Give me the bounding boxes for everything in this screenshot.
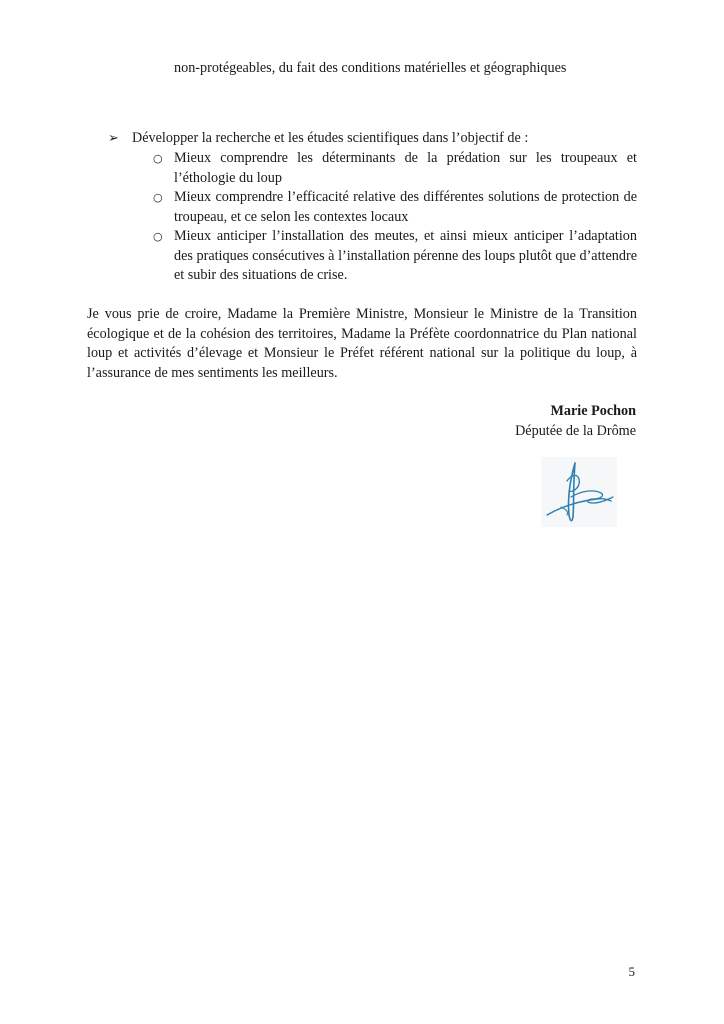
continuation-line: non-protégeables, du fait des conditions matérielles et géographiques bbox=[174, 60, 567, 76]
circle-bullet-icon: ○ bbox=[153, 230, 163, 243]
arrow-bullet-icon: ➢ bbox=[108, 131, 119, 146]
list-item-text: Mieux comprendre les déterminants de la prédation sur les troupeaux et l’éthologie du loup bbox=[174, 150, 637, 186]
research-sub-list bbox=[150, 149, 637, 286]
list-item-text: Mieux anticiper l’installation des meutes, et ainsi mieux anticiper l’adaptation des pratiques consécutives à l’installation pérenne des loups plutôt que d’attendre et subir des situations de crise. bbox=[174, 228, 637, 283]
signatory-title: Députée de la Drôme bbox=[515, 423, 636, 439]
closing-paragraph: Je vous prie de croire, Madame la Première Ministre, Monsieur le Ministre de la Transition écologique et de la cohésion des territoires, Madame la Préfète coordonnatrice du Plan national loup et activités d’élevage et Monsieur le Préfet référent national sur la politique du loup, à l’assurance de mes sentiments les meilleurs. bbox=[87, 306, 637, 381]
circle-bullet-icon: ○ bbox=[153, 191, 163, 204]
signatory-name: Marie Pochon bbox=[550, 403, 636, 419]
list-item bbox=[150, 227, 637, 286]
list-item-text: Mieux comprendre l’efficacité relative des différentes solutions de protection de troupeau, et ce selon les contextes locaux bbox=[174, 189, 637, 225]
page-number: 5 bbox=[628, 964, 635, 979]
list-item bbox=[150, 149, 637, 188]
research-intro: Développer la recherche et les études scientifiques dans l’objectif de : bbox=[132, 130, 529, 146]
research-bullet bbox=[108, 129, 638, 149]
handwritten-signature bbox=[541, 457, 617, 527]
circle-bullet-icon: ○ bbox=[153, 152, 163, 165]
list-item bbox=[150, 188, 637, 227]
